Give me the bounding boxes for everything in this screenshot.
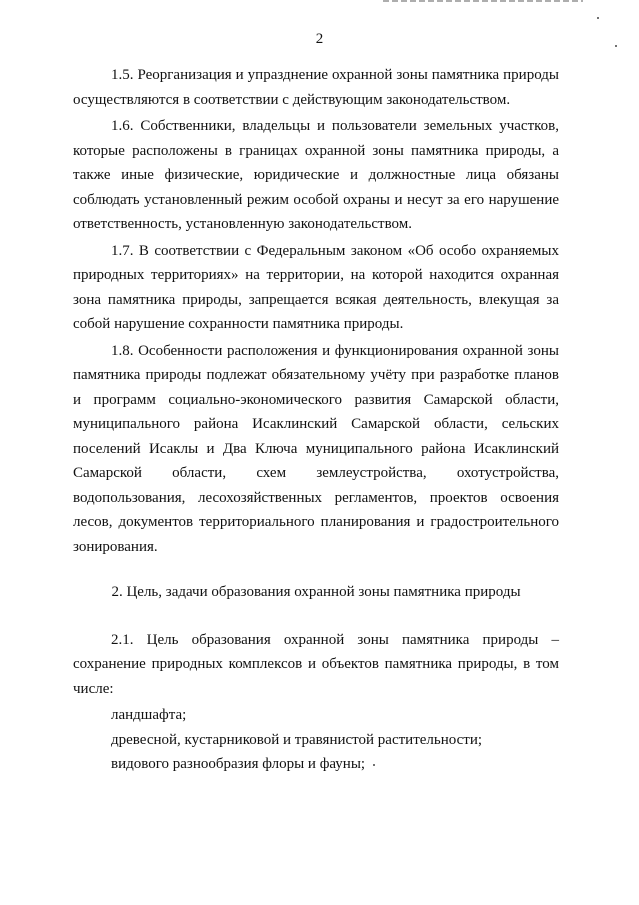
- paragraph-1-6: 1.6. Собственники, владельцы и пользователи земельных участков, которые расположены в границах охранной зоны памятника природы, а также иные физические, юридические и должностные лица обязаны соблюдать установленный режим особой охраны и несут за его нарушение ответственность, установленную законодательством.: [73, 118, 559, 232]
- list-item: древесной, кустарниковой и травянистой растительности;: [111, 731, 483, 748]
- list-item: ландшафта;: [111, 707, 187, 723]
- scan-speck: [597, 17, 599, 19]
- paragraph-1-7: 1.7. В соответствии с Федеральным законом «Об особо охраняемых природных территориях» на территории, на которой находится охранная зона памятника природы, запрещается всякая деятельность, влекущая за собой нарушение сохранности памятника природы.: [73, 242, 559, 332]
- section-heading: 2. Цель, задачи образования охранной зоны памятника природы: [111, 584, 521, 600]
- paragraph-2-1: 2.1. Цель образования охранной зоны памятника природы – сохранение природных комплексов и объектов памятника природы, в том числе:: [73, 631, 559, 697]
- page-number: 2: [315, 31, 324, 47]
- paragraph-1-8: 1.8. Особенности расположения и функционирования охранной зоны памятника природы подлежат обязательному учёту при разработке планов и программ социально-экономического развития Самарской области, муниципального района Исаклинский Самарской области, сельских поселений Исаклы и Два Ключа муниципального района Исаклинский Самарской области, схем землеустройства, охотустройства, водопользования, лесохозяйственных регламентов, проектов освоения лесов, документов территориального планирования и градостроительного зонирования.: [73, 342, 559, 555]
- paragraph-1-5: 1.5. Реорганизация и упразднение охранной зоны памятника природы осуществляются в соответствии с действующим законодательством.: [73, 67, 559, 108]
- document-body: [73, 63, 559, 777]
- list-item: видового разнообразия флоры и фауны;: [111, 756, 366, 772]
- scan-edge-mark: [383, 0, 583, 2]
